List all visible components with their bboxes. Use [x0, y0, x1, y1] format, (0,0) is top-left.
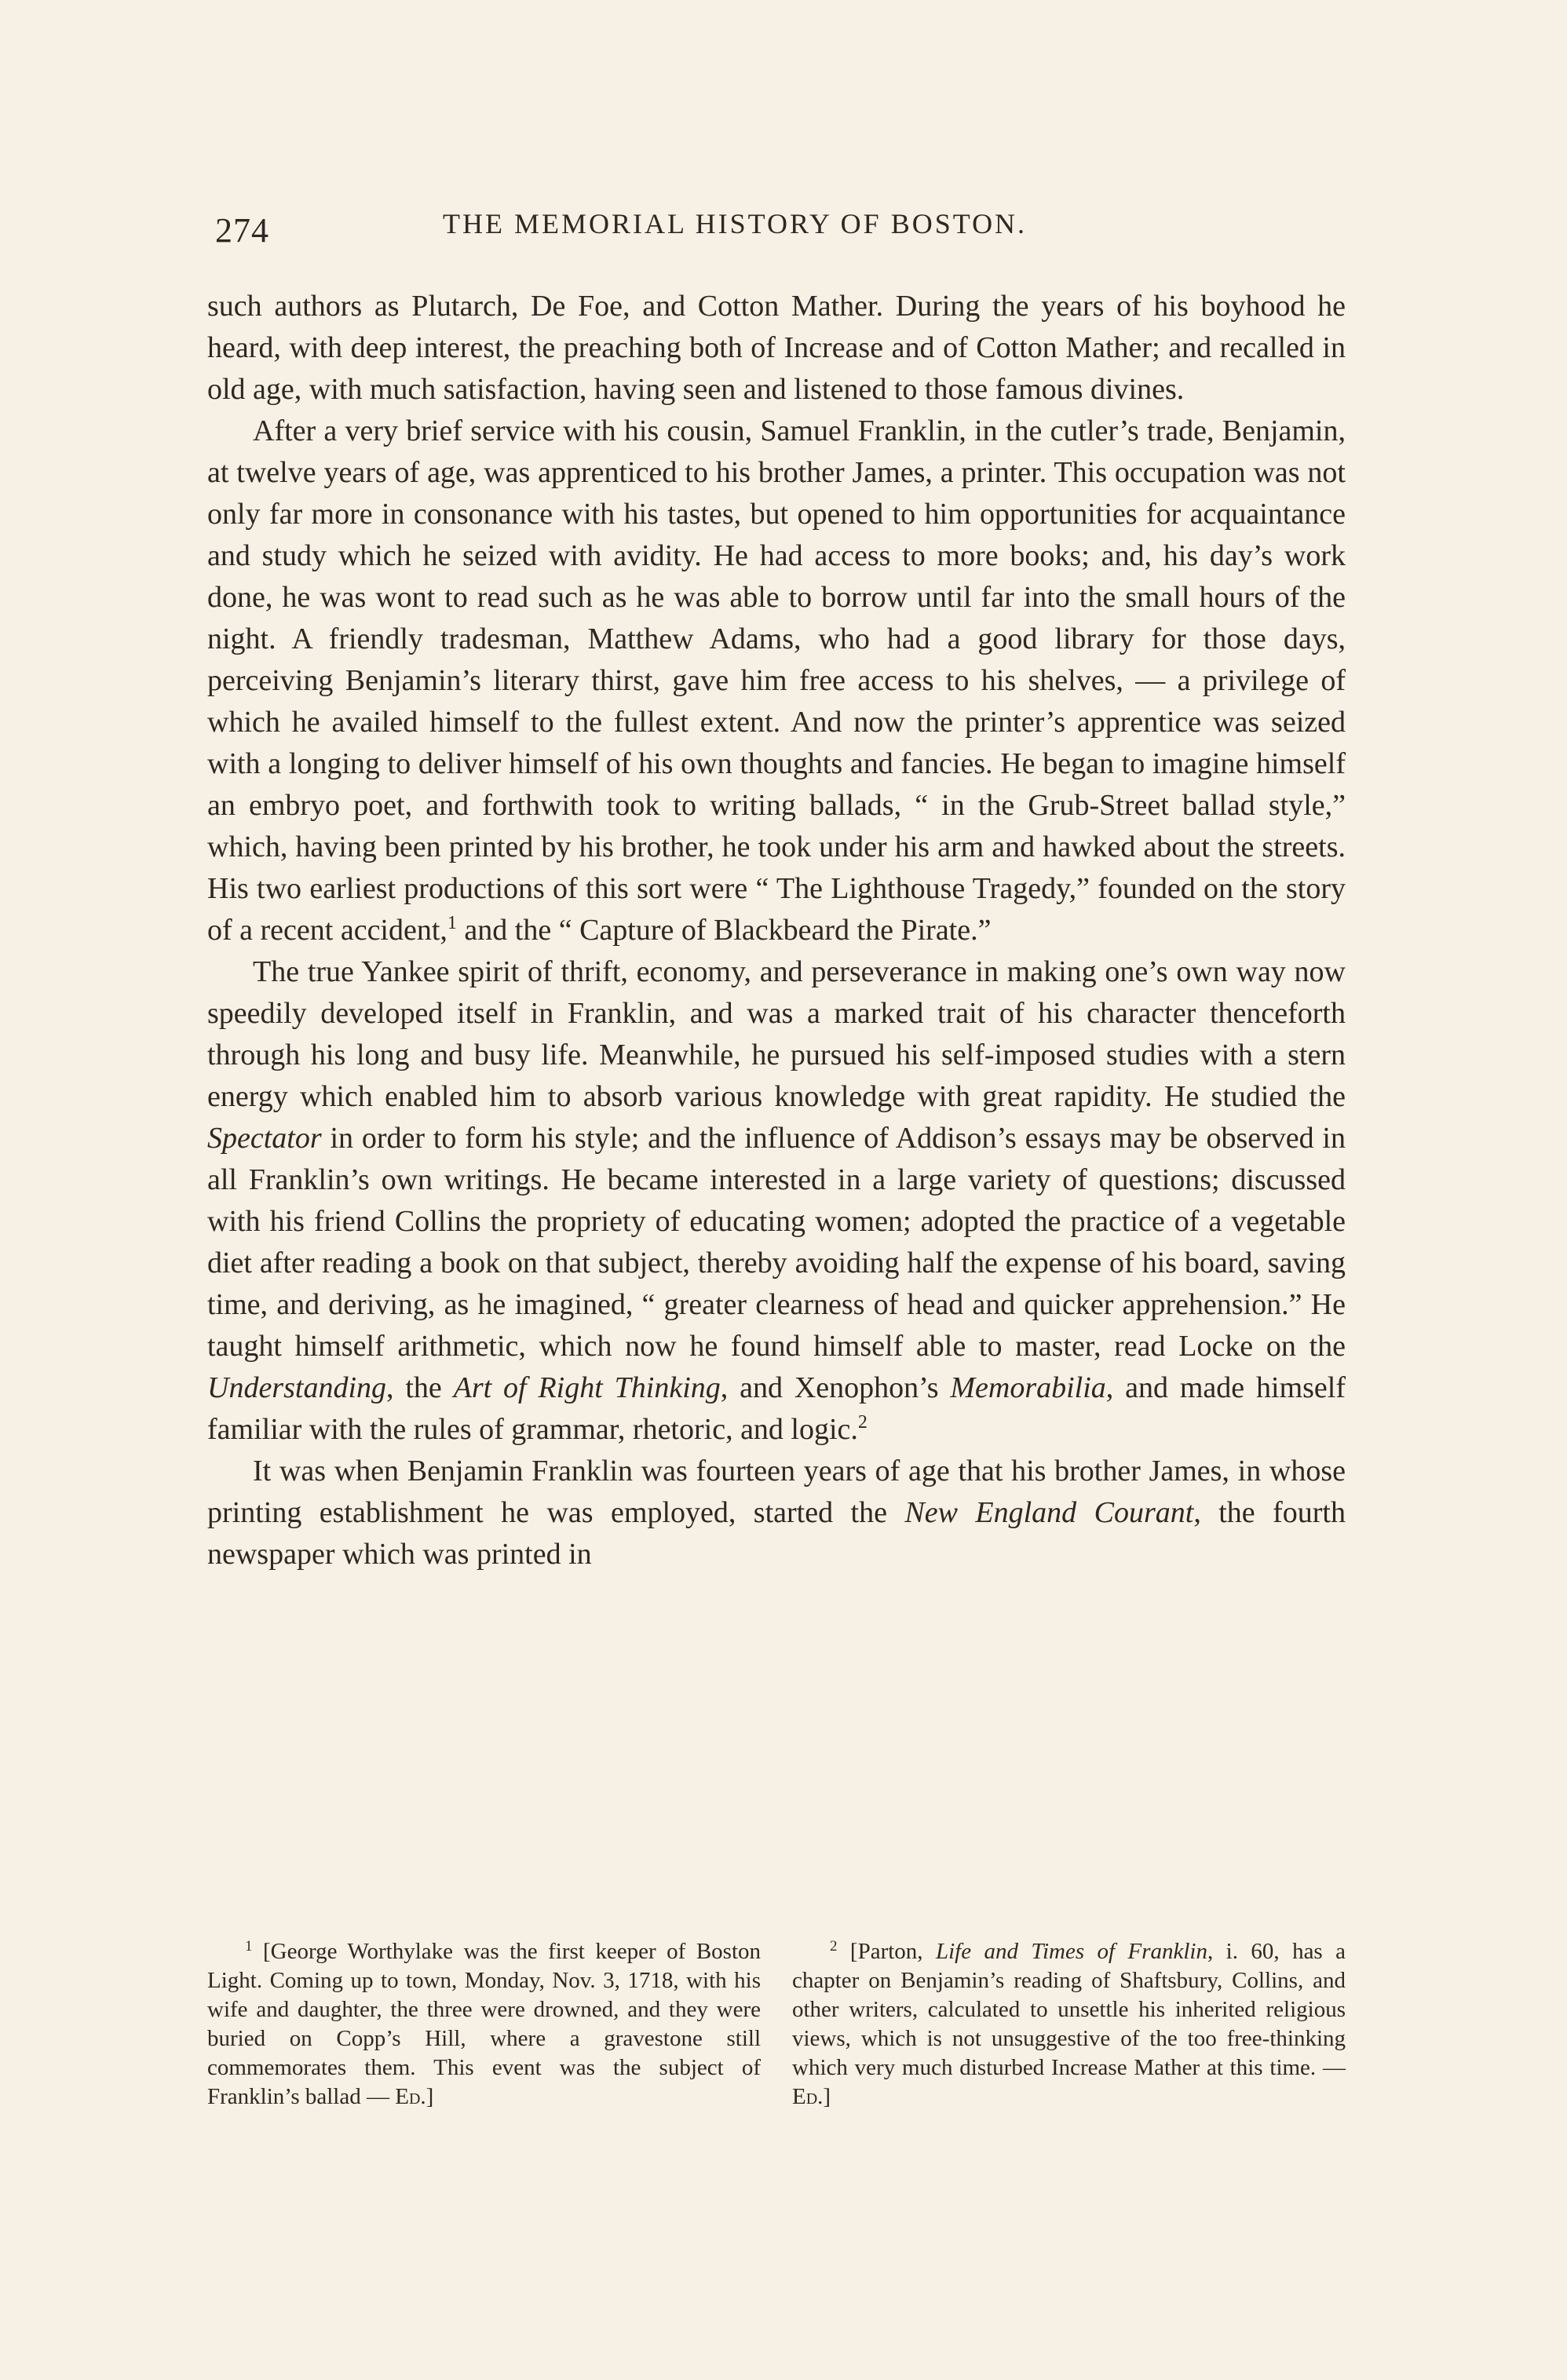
paragraph-1 [207, 286, 1346, 411]
paragraph-2-text-b: and the “ Capture of Blackbeard the Pirate.” [456, 914, 992, 947]
footnote-2 [792, 1937, 1346, 2112]
footnote-2-editor: Ed. [792, 2084, 824, 2109]
footnote-1 [207, 1937, 761, 2112]
paragraph-2-text-a: After a very brief service with his cousin, Samuel Franklin, in the cutler’s trade, Benjamin, at twelve years of age, was apprenticed to his brother James, a printer. This occupation was not only far more in consonance with his tastes, but opened to him opportunities for acquaintance and study which he seized with avidity. He had access to more books; and, his day’s work done, he was wont to read such as he was able to borrow until far into the small hours of the night. A friendly tradesman, Matthew Adams, who had a good library for those days, perceiving Benjamin’s literary thirst, gave him free access to his shelves, — a privilege of which he availed himself to the fullest extent. And now the printer’s apprentice was seized with a longing to deliver himself of his own thoughts and fancies. He began to imagine himself an embryo poet, and forthwith took to writing ballads, “ in the Grub-Street ballad style,” which, having been printed by his brother, he took under his arm and hawked about the streets. His two earliest productions of this sort were “ The Lighthouse Tragedy,” founded on the story of a recent accident, [207, 414, 1346, 947]
footnote-ref-2: 2 [857, 1412, 868, 1433]
paragraph-3-text-e: , and made himself familiar with the rules of grammar, rhetoric, and logic. [207, 1371, 1346, 1446]
paragraph-3-text-c: , the [386, 1371, 454, 1404]
paragraph-4-text-b: , the fourth newspaper which was printed in [207, 1496, 1346, 1571]
italic-understanding: Understanding [207, 1371, 386, 1404]
running-title: THE MEMORIAL HISTORY OF BOSTON. [443, 208, 1028, 239]
paragraph-3-text-d: , and Xenophon’s [720, 1371, 951, 1404]
footnote-1-editor: Ed. [395, 2084, 426, 2109]
footnote-1-text: [George Worthylake was the first keeper of Boston Light. Coming up to town, Monday, Nov. 3, 1718, with his wife and daughter, the three were drowned, and they were buried on Copp’s Hill, where a gravestone still commemorates them. This event was the subject of Franklin’s ballad — [207, 1939, 761, 2109]
paragraph-3 [207, 951, 1346, 1451]
paragraph-4 [207, 1451, 1346, 1575]
footnote-1-mark: 1 [245, 1938, 253, 1955]
footnote-2-mark: 2 [830, 1938, 838, 1955]
paragraph-3-text-b: in order to form his style; and the influence of Addison’s essays may be observed in all Franklin’s own writings. He became interested in a large variety of questions; discussed with his friend Collins the propriety of educating women; adopted the practice of a vegetable diet after reading a book on that subject, thereby avoiding half the expense of his board, saving time, and deriving, as he imagined, “ greater clearness of head and quicker apprehension.” He taught himself arithmetic, which now he found himself able to master, read Locke on the [207, 1122, 1346, 1363]
footnote-ref-1: 1 [447, 913, 457, 933]
footnote-2-close: ] [823, 2084, 831, 2109]
footnote-2-text-b: , i. 60, has a chapter on Benjamin’s reading of Shaftsbury, Collins, and other writers, calculated to unsettle his inherited religious views, which is not unsuggestive of the too free-thinking which very much disturbed Increase Mather at this time. — [792, 1939, 1346, 2080]
italic-memorabilia: Memorabilia [950, 1371, 1106, 1404]
italic-new-england-courant: New England Courant [904, 1496, 1194, 1529]
page-number: 274 [215, 211, 269, 250]
italic-spectator: Spectator [207, 1122, 322, 1155]
paragraph-3-text-a: The true Yankee spirit of thrift, economy, and perseverance in making one’s own way now speedily developed itself in Franklin, and was a marked trait of his character thenceforth through his long and busy life. Meanwhile, he pursued his self-imposed studies with a stern energy which enabled him to absorb various knowledge with great rapidity. He studied the [207, 955, 1346, 1113]
paragraph-4-text-a: It was when Benjamin Franklin was fourteen years of age that his brother James, in whose printing establishment he was employed, started the [207, 1455, 1346, 1529]
italic-life-and-times: Life and Times of Franklin [935, 1939, 1207, 1964]
footnotes [207, 1937, 1346, 2112]
body-text [207, 286, 1346, 1575]
footnote-1-close: ] [426, 2084, 434, 2109]
paragraph-2 [207, 411, 1346, 951]
paragraph-1-text: such authors as Plutarch, De Foe, and Cotton Mather. During the years of his boyhood he heard, with deep interest, the preaching both of Increase and of Cotton Mather; and recalled in old age, with much satisfaction, having seen and listened to those famous divines. [207, 290, 1346, 406]
running-head [207, 203, 1346, 250]
italic-art-of-right-thinking: Art of Right Thinking [453, 1371, 721, 1404]
footnote-2-text-a: [Parton, [837, 1939, 936, 1964]
